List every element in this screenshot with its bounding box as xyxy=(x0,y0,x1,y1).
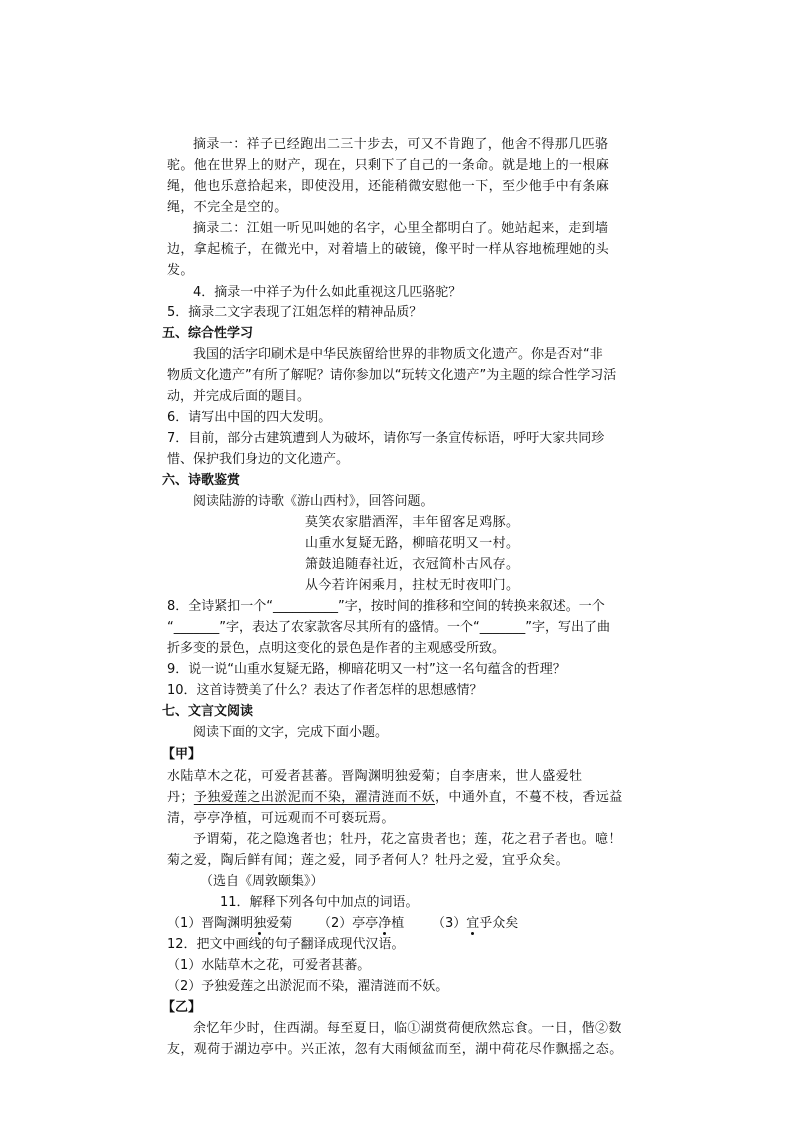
poem-line-4: 从今若许闲乘月，拄杖无时夜叩门。 xyxy=(305,578,520,593)
jia-para-2-line-2: 菊之爱，陶后鲜有闻；莲之爱，同予者何人？牡丹之爱，宜乎众矣。 xyxy=(167,853,570,868)
question-4: 4．摘录一中祥子为什么如此重视这几匹骆驼？ xyxy=(193,285,462,300)
excerpt1-line-1: 摘录一：祥子已经跑出二三十步去，可又不肯跑了，他舍不得那几匹骆 xyxy=(193,137,609,152)
section-5-intro-2: 物质文化遗产”有所了解呢？请你参加以“玩转文化遗产”为主题的综合性学习活 xyxy=(167,368,617,383)
jia-line-2-end: ，中通外直，不蔓不枝，香远益 xyxy=(435,790,623,805)
jia-line-3: 清，亭亭净植，可远观而不可亵玩焉。 xyxy=(167,811,395,826)
question-6: 6．请写出中国的四大发明。 xyxy=(167,410,332,425)
question-11-item-1 xyxy=(167,915,292,933)
jia-line-2 xyxy=(167,789,623,807)
section-5-intro-1: 我国的活字印刷术是中华民族留给世界的非物质文化遗产。你是否对“非 xyxy=(193,347,603,362)
question-7-line-2: 惜、保护我们身边的文化遗产。 xyxy=(167,452,350,467)
question-11-item-3 xyxy=(432,915,518,933)
dotted-word: 宜 xyxy=(466,916,480,931)
section-7-intro: 阅读下面的文字，完成下面小题。 xyxy=(193,725,389,740)
question-8-line-2: “_______”字，表达了农家款客尽其所有的盛情。一个“_______”字，写出了曲 xyxy=(167,620,610,635)
yi-line-2: 友，观荷于湖边亭中。兴正浓，忽有大雨倾盆而至，湖中荷花尽作飘摇之态。 xyxy=(167,1042,623,1057)
passage-yi-label: 【乙】 xyxy=(162,1000,202,1015)
yi-line-1: 余忆年少时，住西湖。每至夏日，临①湖赏荷便欣然忘食。一日，偕②数 xyxy=(193,1021,622,1036)
section-6-heading: 六、诗歌鉴赏 xyxy=(162,473,241,488)
question-12-item-2: （2）予独爱莲之出淤泥而不染，濯清涟而不妖。 xyxy=(167,979,449,994)
source-citation: （选自《周敦颐集》） xyxy=(200,874,324,889)
item-3-prefix: （3） xyxy=(432,916,467,931)
jia-line-2-start: 丹； xyxy=(167,790,194,805)
question-12: 12．把文中画线的句子翻译成现代汉语。 xyxy=(167,937,405,952)
poem-line-3: 箫鼓追随春社近，衣冠简朴古风存。 xyxy=(305,557,520,572)
jia-line-1: 水陆草木之花，可爱者甚蕃。晋陶渊明独爱菊；自李唐来，世人盛爱牡 xyxy=(167,769,583,784)
question-11-item-2 xyxy=(318,915,404,933)
item-2-suffix: 植 xyxy=(391,916,405,931)
poem-line-1: 莫笑农家腊酒浑，丰年留客足鸡豚。 xyxy=(305,515,520,530)
question-5: 5．摘录二文字表现了江姐怎样的精神品质？ xyxy=(167,305,423,320)
jia-para-2-line-1: 予谓菊，花之隐逸者也；牡丹，花之富贵者也；莲，花之君子者也。噫！ xyxy=(193,832,622,847)
section-5-heading: 五、综合性学习 xyxy=(162,326,254,341)
question-8-line-3: 折多变的景色，点明这变化的景色是作者的主观感受所致。 xyxy=(167,641,506,656)
item-2-prefix: （2）亭亭 xyxy=(318,916,379,931)
section-7-heading: 七、文言文阅读 xyxy=(162,704,254,719)
dotted-word: 净 xyxy=(378,916,392,931)
question-11: 11．解释下列各句中加点的词语。 xyxy=(220,895,419,910)
section-6-intro: 阅读陆游的诗歌《游山西村》，回答问题。 xyxy=(193,494,434,509)
underlined-sentence: 予独爱莲之出淤泥而不染，濯清涟而不妖 xyxy=(193,790,436,805)
poem-line-2: 山重水复疑无路，柳暗花明又一村。 xyxy=(305,536,520,551)
section-5-intro-3: 动，并完成后面的题目。 xyxy=(167,389,311,404)
excerpt2-line-1: 摘录二：江姐一听见叫她的名字，心里全都明白了。她站起来，走到墙 xyxy=(193,221,609,236)
excerpt1-line-3: 绳，他也乐意拾起来，即使没用，还能稍微安慰他一下，至少他手中有条麻 xyxy=(167,179,610,194)
dotted-word: 独 xyxy=(253,916,267,931)
question-12-item-1: （1）水陆草木之花，可爱者甚蕃。 xyxy=(167,958,371,973)
item-1-suffix: 爱菊 xyxy=(266,916,293,931)
excerpt2-line-2: 边，拿起梳子，在微光中，对着墙上的破镜，像平时一样从容地梳理她的头 xyxy=(167,242,610,257)
excerpt1-line-4: 绳，不完全是空的。 xyxy=(167,200,288,215)
passage-jia-label: 【甲】 xyxy=(162,747,202,762)
question-10: 10．这首诗赞美了什么？表达了作者怎样的思想感情？ xyxy=(167,683,483,698)
excerpt1-line-2: 驼。他在世界上的财产，现在，只剩下了自己的一条命。就是地上的一根麻 xyxy=(167,158,610,173)
question-8-line-1: 8．全诗紧扣一个“__________”字，按时间的推移和空间的转换来叙述。一个 xyxy=(167,599,605,614)
question-9: 9．说一说“山重水复疑无路，柳暗花明又一村”这一名句蕴含的哲理？ xyxy=(167,662,566,677)
item-1-prefix: （1）晋陶渊明 xyxy=(167,916,254,931)
item-3-suffix: 乎众矣 xyxy=(479,916,519,931)
question-7-line-1: 7．目前，部分古建筑遭到人为破坏，请你写一条宣传标语，呼吁大家共同珍 xyxy=(167,431,605,446)
excerpt2-line-3: 发。 xyxy=(167,263,194,278)
